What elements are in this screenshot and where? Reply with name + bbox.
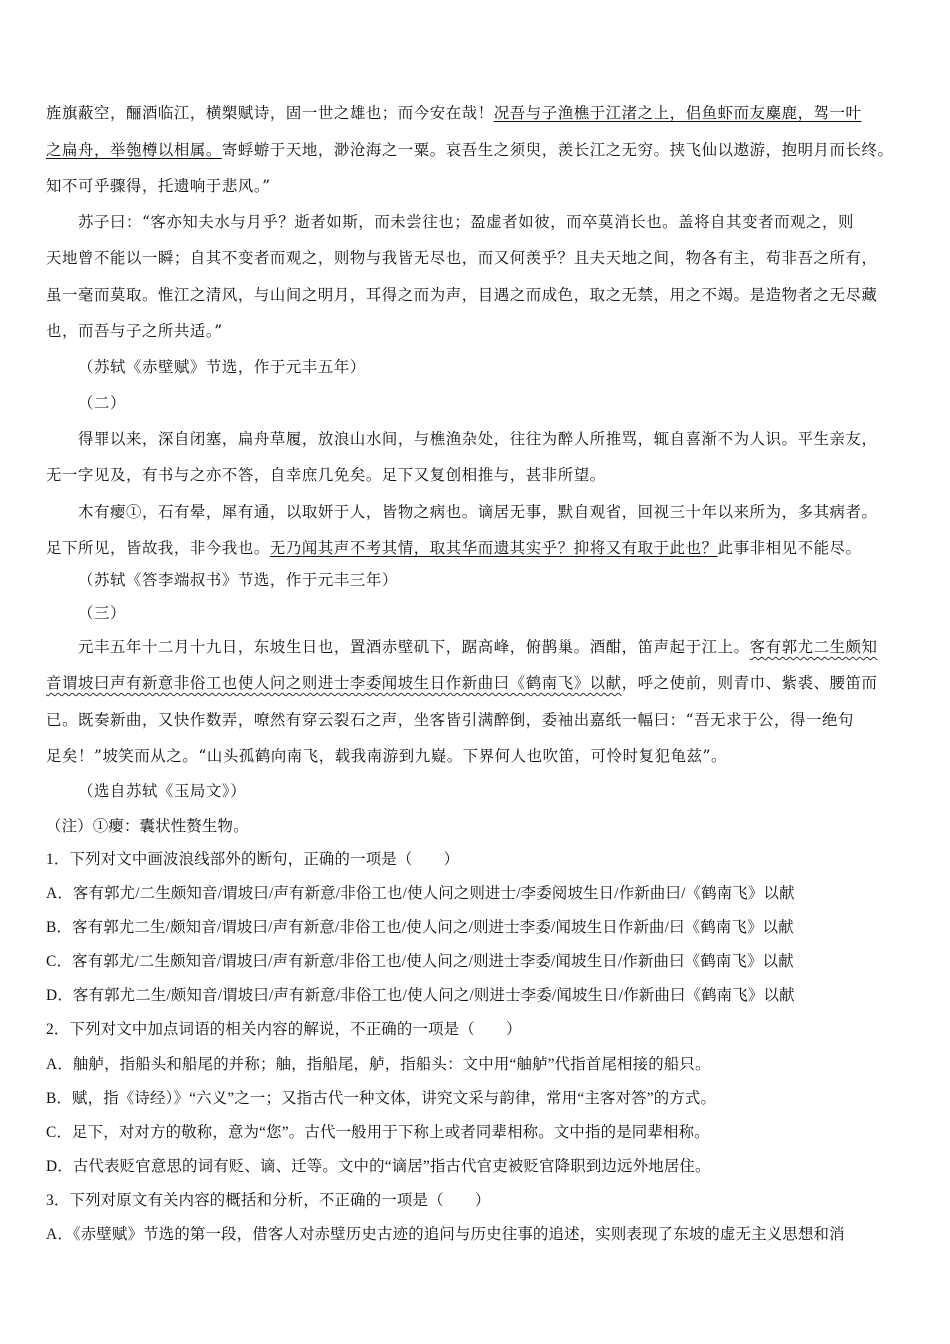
question-3-stem: 3．下列对原文有关内容的概括和分析，不正确的一项是（ ） bbox=[46, 1192, 491, 1209]
passage1-source: （苏轼《赤壁赋》节选，作于元丰五年） bbox=[78, 358, 366, 376]
question-1-option-b: B．客有郭尤二生/颇知音/谓坡曰/声有新意/非俗工也/使人问之/则进士李委/闻坡生日作新曲/曰《鹤南飞》以献 bbox=[46, 919, 794, 936]
passage3-line-3: 已。既奏新曲，又快作数弄，嘹然有穿云裂石之声，坐客皆引满醉倒，委袖出嘉纸一幅曰：“吾无求于公，得一绝句 bbox=[46, 711, 854, 729]
text-span: ，呼之使前，则青巾、紫裘、腰笛而 bbox=[621, 674, 878, 692]
underlined-text: 之扁舟，举匏樽以相属。 bbox=[46, 141, 222, 159]
passage1-line-2 bbox=[46, 138, 894, 160]
passage3-line-1 bbox=[78, 635, 878, 657]
passage3-line-4: 足矣！”坡笑而从之。“山头孤鹤向南飞，载我南游到九嶷。下界何人也吹笛，可怜时复犯龟兹”。 bbox=[46, 747, 728, 765]
wavy-underlined-text: 音谓坡曰声有新意非俗工也使人问之则进士李委闻坡生日作新曲曰《鹤南飞》以献 bbox=[46, 674, 622, 692]
question-1-stem: 1．下列对文中画波浪线部外的断句，正确的一项是（ ） bbox=[46, 851, 460, 868]
underlined-text: 无乃闻其声不考其情，取其华而遗其实乎？抑将又有取于此也？ bbox=[269, 539, 718, 557]
passage1-line-6: 虽一毫而莫取。惟江之清风，与山间之明月，耳得之而为声，目遇之而成色，取之无禁，用之不竭。是造物者之无尽藏 bbox=[46, 286, 878, 304]
passage2-line-4 bbox=[46, 536, 862, 558]
passage2-line-3: 木有瘿①，石有晕，犀有通，以取妍于人，皆物之病也。谪居无事，默自观省，回视三十年以来所为，多其病者。 bbox=[78, 503, 878, 521]
question-2-option-c: C．足下，对对方的敬称，意为“您”。古代一般用于下称上或者同辈相称。文中指的是同辈相称。 bbox=[46, 1124, 710, 1141]
passage2-line-1: 得罪以来，深自闭塞，扁舟草履，放浪山水间，与樵渔杂处，往往为醉人所推骂，辄自喜渐不为人识。平生亲友， bbox=[78, 430, 878, 448]
text-span: 寄蜉蝣于天地，渺沧海之一粟。哀吾生之须臾，羡长江之无穷。挟飞仙以遨游，抱明月而长终。 bbox=[221, 141, 894, 159]
text-span: 旌旗蔽空，酾酒临江，横槊赋诗，固一世之雄也；而今安在哉！ bbox=[46, 104, 494, 122]
passage2-heading: （二） bbox=[78, 394, 126, 412]
passage2-source: （苏轼《答李端叔书》节选，作于元丰三年） bbox=[78, 571, 398, 589]
question-1-option-a: A．客有郭尤/二生颇知音/谓坡曰/声有新意/非俗工也/使人问之则进士/李委阅坡生日/作新曲曰/《鹤南飞》以献 bbox=[46, 885, 795, 902]
text-span: 此事非相见不能尽。 bbox=[717, 539, 862, 557]
question-2-option-b: B．赋，指《诗经）》“六义”之一；又指古代一种文体，讲究文采与韵律，常用“主客对答”的方式。 bbox=[46, 1090, 717, 1107]
text-span: 足下所见，皆故我，非今我也。 bbox=[46, 539, 270, 557]
question-3-option-a: A．《赤壁赋》节选的第一段，借客人对赤壁历史古迹的追问与历史往事的追述，实则表现了东坡的虚无主义思想和消 bbox=[46, 1226, 845, 1243]
underlined-text: 况吾与子渔樵于江渚之上，侣鱼虾而友麋鹿，驾一叶 bbox=[493, 104, 862, 122]
passage3-source: （选自苏轼《玉局文》） bbox=[78, 782, 247, 800]
passage3-line-2 bbox=[46, 671, 878, 693]
passage3-heading: （三） bbox=[78, 604, 126, 622]
footnote: （注）①瘿：囊状性赘生物。 bbox=[46, 818, 249, 835]
passage1-line-4: 苏子曰：“客亦知夫水与月乎？逝者如斯，而未尝往也；盈虚者如彼，而卒莫消长也。盖将自其变者而观之，则 bbox=[78, 213, 855, 231]
question-1-option-d: D．客有郭尤二生/颇知音/谓坡曰/声有新意/非俗工也/使人问之/则进士李委/闻坡生日/作新曲曰《鹤南飞》以献 bbox=[46, 987, 795, 1004]
passage1-line-5: 天地曾不能以一瞬；自其不变者而观之，则物与我皆无尽也，而又何羡乎？且夫天地之间，物各有主，苟非吾之所有， bbox=[46, 249, 878, 267]
question-2-option-d: D．古代表贬官意思的词有贬、谪、迁等。文中的“谪居”指古代官吏被贬官降职到边远外地居住。 bbox=[46, 1158, 711, 1175]
question-1-option-c: C．客有郭尤/二生颇知音/谓坡曰/声有新意/非俗工也/使人问之/则进士李委/闻坡生日/作新曲曰《鹤南飞》以献 bbox=[46, 953, 794, 970]
wavy-underlined-text: 客有郭尤二生颇知 bbox=[749, 638, 878, 656]
passage1-line-7: 也，而吾与子之所共适。” bbox=[46, 322, 223, 340]
text-span: 元丰五年十二月十九日，东坡生日也，置酒赤壁矶下，踞高峰，俯鹊巢。酒酣，笛声起于江上。 bbox=[78, 638, 750, 656]
question-2-stem: 2．下列对文中加点词语的相关内容的解说，不正确的一项是（ ） bbox=[46, 1021, 522, 1038]
passage1-line-1 bbox=[46, 101, 862, 123]
passage1-line-3: 知不可乎骤得，托遗响于悲风。” bbox=[46, 177, 271, 195]
passage2-line-2: 无一字见及，有书与之亦不答，自幸庶几免矣。足下又复创相推与，甚非所望。 bbox=[46, 466, 606, 484]
question-2-option-a: A．舳舻，指船头和船尾的并称；舳，指船尾，舻，指船头：文中用“舳舻”代指首尾相接的船只。 bbox=[46, 1056, 711, 1073]
